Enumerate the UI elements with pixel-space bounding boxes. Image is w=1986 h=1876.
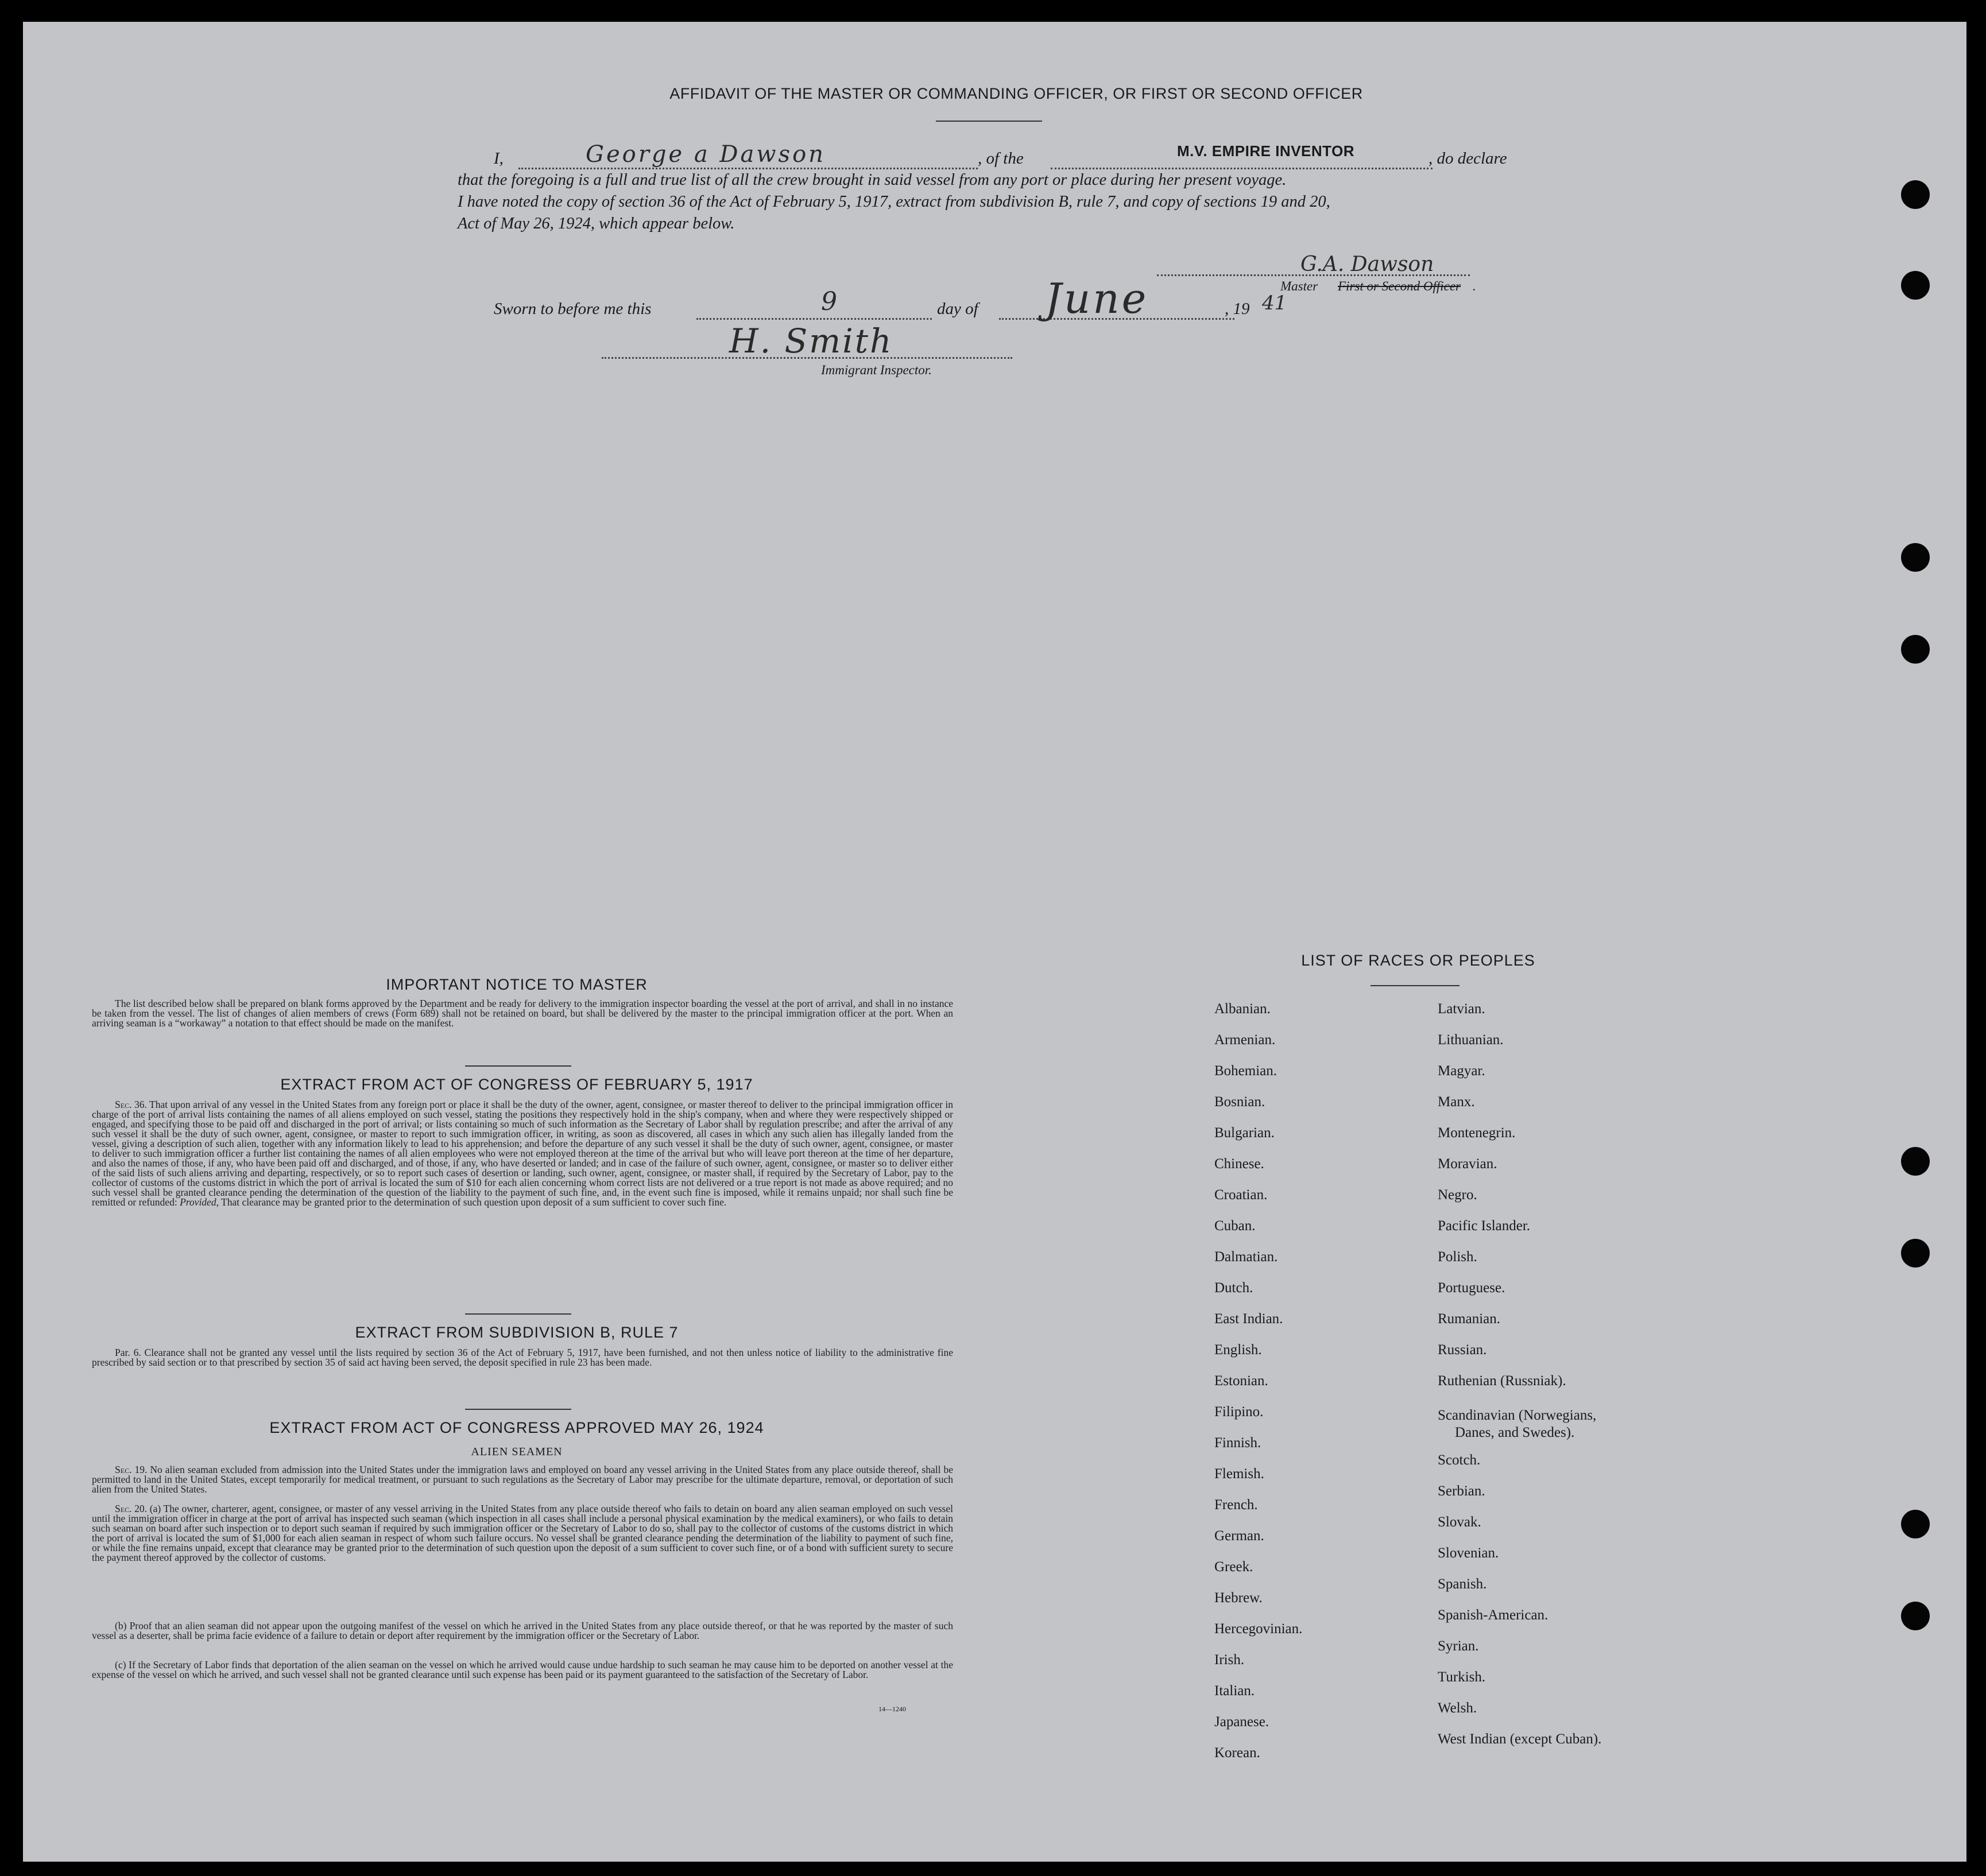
race-item: Scandinavian (Norwegians, [1438, 1408, 1597, 1423]
do-declare-label: , do declare [1428, 149, 1507, 168]
document-page [23, 22, 1966, 1862]
title-rule [936, 121, 1042, 122]
race-item: Russian. [1438, 1342, 1487, 1358]
punch-hole [1901, 180, 1930, 209]
race-item: Finnish. [1214, 1435, 1261, 1451]
race-item: Ruthenian (Russniak). [1438, 1373, 1566, 1389]
races-title-rule [1371, 985, 1460, 986]
divider-rule [465, 1409, 571, 1410]
race-item: Croatian. [1214, 1187, 1268, 1203]
section-20c-body: (c) If the Secretary of Labor finds that deportation of the alien seaman on the vessel on which he arrived would cause undue hardship to such seaman he may cause him to be deported on another vessel at the expense of the vessel on which he arrived, and such vessel shall not be granted clearance until such expense has been paid or its payment guaranteed to the satisfaction of the Secretary of Labor. [92, 1659, 953, 1680]
race-item: Serbian. [1438, 1483, 1485, 1499]
race-item: Dalmatian. [1214, 1249, 1278, 1265]
race-item: Rumanian. [1438, 1311, 1501, 1327]
punch-hole [1901, 543, 1930, 572]
notice-body: The list described below shall be prepared on blank forms approved by the Department and be ready for delivery to the immigration inspector boarding the vessel at the port of arrival, and shall in no instance be taken from the vessel. The list of changes of alien members of crews (Form 689) shall not be retained on board, but shall be delivered by the master to the principal immigration officer at the port. When an arriving seaman is a “workaway” a notation to that effect should be made on the manifest. [92, 998, 953, 1029]
race-item: Welsh. [1438, 1700, 1477, 1716]
race-item: Moravian. [1438, 1156, 1497, 1172]
section-36-tail: That clearance may be granted prior to the determination of such question upon deposit of a sum sufficient to cover such fine. [221, 1196, 727, 1208]
race-item: Italian. [1214, 1683, 1255, 1699]
section-19-body [92, 1465, 953, 1494]
punch-hole [1901, 1147, 1930, 1176]
year-prefix: , 19 [1225, 300, 1250, 318]
race-item: Albanian. [1214, 1001, 1271, 1017]
race-item: Scotch. [1438, 1452, 1481, 1468]
race-item: Pacific Islander. [1438, 1218, 1531, 1234]
divider-rule [465, 1065, 571, 1067]
of-the-label: , of the [978, 149, 1024, 168]
race-item: Montenegrin. [1438, 1125, 1516, 1141]
race-item: Slovenian. [1438, 1545, 1499, 1561]
race-item: Bohemian. [1214, 1063, 1277, 1079]
race-item: Portuguese. [1438, 1280, 1505, 1296]
race-item: Polish. [1438, 1249, 1477, 1265]
sworn-day-line [696, 318, 932, 320]
officer-name-handwriting: George a Dawson [586, 141, 826, 168]
vessel-name-line [1051, 168, 1433, 169]
race-item: Greek. [1214, 1559, 1253, 1575]
sworn-label: Sworn to before me this [494, 300, 652, 318]
affidavit-line-3: I have noted the copy of section 36 of the Act of February 5, 1917, extract from subdivision B, rule 7, and copy of sections 19 and 20, [458, 193, 1330, 211]
vessel-name: M.V. EMPIRE INVENTOR [1177, 142, 1355, 160]
race-item: Lithuanian. [1438, 1032, 1504, 1048]
race-item: Korean. [1214, 1745, 1260, 1761]
affidavit-i-label: I, [494, 149, 504, 168]
race-item: Bulgarian. [1214, 1125, 1275, 1141]
punch-hole [1901, 1602, 1930, 1630]
race-item: Cuban. [1214, 1218, 1256, 1234]
race-item: Hercegovinian. [1214, 1621, 1303, 1637]
section-36-label: Sec. 36. [115, 1099, 147, 1110]
section-20a-text: (a) The owner, charterer, agent, consignee, or master of any vessel arriving in the United States from any place outside thereof who fails to detain on board any alien seaman employed on such vessel until the immigration officer in charge at the port of arrival has inspected such seaman (which inspection in all cases shall include a personal physical examination by the medical examiners), or who fails to detain such seaman on board after such inspection or to deport such seaman if required by such immigration officer or the Secretary of Labor to do so, shall pay to the collector of customs of the customs district in which the port of arrival is located the sum of $1,000 for each alien seaman in respect of whom such failure occurs. No vessel shall be granted clearance pending the determination of the liability to payment of such fine, or while the fine remains unpaid, except that clearance may be granted prior to the determination of such question upon the deposit of a sum sufficient to cover such fine, or of a bond with sufficient surety to secure the payment thereof approved by the collector of customs. [92, 1503, 953, 1563]
race-item: Irish. [1214, 1652, 1245, 1668]
race-item: Turkish. [1438, 1669, 1486, 1685]
section-20-label: Sec. 20. [115, 1503, 148, 1514]
section-36-text: That upon arrival of any vessel in the United States from any foreign port or place it shall be the duty of the owner, agent, consignee, or master thereof to deliver to the principal immigration officer in charge of the port of arrival lists containing the names of all aliens employed on such vessel, stating the positions they respectively hold in the ship's company, when and where they were respectively shipped or engaged, and specifying those to be paid off and discharged in the port of arrival; or lists containing so much of such information as the Secretary of Labor shall by regulation prescribe; and after the arrival of any such vessel it shall be the duty of such owner, agent, consignee, or master to report to such immigration officer, in writing, as soon as discovered, all cases in which any such alien has illegally landed from the vessel, giving a description of such alien, together with any information likely to lead to his apprehension; and before the departure of any such vessel it shall be the duty of such owner, agent, consignee, or master to deliver to such immigration officer a further list containing the names of all alien employees who were not employed thereon at the time of the arrival but who will leave port thereon at the time of her departure, and also the names of those, if any, who have been paid off and discharged, and of those, if any, who have deserted or landed; and in case of the failure of such owner, agent, consignee, or master so to deliver either of the said lists of such aliens arriving and departing, respectively, or so to report such cases of desertion or landing, such owner, agent, consignee, or master shall, if required by the Secretary of Labor, pay to the collector of customs of the customs district in which the port of arrival is located the sum of $10 for each alien concerning whom correct lists are not delivered or a true report is not made as above required; and no such vessel shall be granted clearance pending the determination of the question of the liability to the payment of such fine, and, in the event such fine is imposed, while it remains unpaid; nor shall such fine be remitted or refunded: [92, 1099, 953, 1208]
extract-1917-body [92, 1100, 953, 1207]
affidavit-line-2: that the foregoing is a full and true list of all the crew brought in said vessel from any port or place during her present voyage. [458, 171, 1287, 189]
race-item: Syrian. [1438, 1638, 1479, 1654]
section-19-text: No alien seaman excluded from admission into the United States under the immigration laws and employed on board any vessel arriving in the United States from any place outside thereof, shall be permitted to land in the United States, except temporarily for medical treatment, or pursuant to such regulations as the Secretary of Labor may prescribe for the ultimate departure, removal, or deportation of such alien from the United States. [92, 1464, 954, 1495]
sworn-month: June [1045, 274, 1149, 323]
alien-seamen-subtitle: ALIEN SEAMEN [471, 1445, 563, 1458]
race-item: Magyar. [1438, 1063, 1485, 1079]
race-item: West Indian (except Cuban). [1438, 1731, 1602, 1747]
divider-rule [465, 1313, 571, 1315]
punch-hole [1901, 1239, 1930, 1268]
affidavit-line-4: Act of May 26, 1924, which appear below. [458, 215, 735, 232]
race-item: Chinese. [1214, 1156, 1264, 1172]
punch-hole [1901, 1510, 1930, 1538]
race-item: Armenian. [1214, 1032, 1276, 1048]
punch-hole [1901, 271, 1930, 300]
provided-word: Provided, [180, 1196, 219, 1208]
day-of-label: day of [937, 300, 978, 318]
struck-officer-label: First or Second Officer [1338, 279, 1461, 293]
race-item: Estonian. [1214, 1373, 1268, 1389]
section-20b-body: (b) Proof that an alien seaman did not appear upon the outgoing manifest of the vessel on which he arrived in the United States from any place outside thereof, or that he was reported by the master of such vessel as a deserter, shall be prima facie evidence of a failure to detain or deport after requirement by the immigration officer or the Secretary of Labor. [92, 1620, 953, 1641]
master-label: Master [1280, 279, 1318, 293]
race-item: Manx. [1438, 1094, 1475, 1110]
race-item: Flemish. [1214, 1466, 1264, 1482]
race-item: Bosnian. [1214, 1094, 1265, 1110]
race-item: Negro. [1438, 1187, 1477, 1203]
race-item: Hebrew. [1214, 1590, 1263, 1606]
extract-1917-title: EXTRACT FROM ACT OF CONGRESS OF FEBRUARY 5, 1917 [280, 1076, 753, 1093]
sworn-day: 9 [821, 287, 837, 316]
section-20a-body [92, 1504, 953, 1563]
race-item: Danes, and Swedes). [1455, 1425, 1575, 1440]
rule7-body: Par. 6. Clearance shall not be granted any vessel until the lists required by section 36 of the Act of February 5, 1917, have been furnished, and not then unless notice of liability to the administrative fine prescribed by said section or to that prescribed by section 35 of said act having been served, the deposit specified in rule 23 has been made. [92, 1347, 953, 1368]
form-number: 14—1240 [878, 1705, 906, 1713]
race-item: English. [1214, 1342, 1262, 1358]
section-19-label: Sec. 19. [115, 1464, 148, 1475]
year-suffix: 41 [1262, 292, 1287, 315]
race-item: Latvian. [1438, 1001, 1485, 1017]
race-item: Filipino. [1214, 1404, 1264, 1420]
race-item: German. [1214, 1528, 1264, 1544]
officer-name-line [518, 168, 978, 169]
race-item: Spanish-American. [1438, 1607, 1548, 1623]
race-item: French. [1214, 1497, 1258, 1513]
race-item: Dutch. [1214, 1280, 1253, 1296]
inspector-label: Immigrant Inspector. [821, 363, 932, 377]
races-title: LIST OF RACES OR PEOPLES [1301, 952, 1535, 969]
struck-officer-period: . [1473, 279, 1476, 293]
race-item: East Indian. [1214, 1311, 1283, 1327]
notice-title: IMPORTANT NOTICE TO MASTER [386, 976, 648, 993]
punch-hole [1901, 635, 1930, 664]
affidavit-title: AFFIDAVIT OF THE MASTER OR COMMANDING OFFICER, OR FIRST OR SECOND OFFICER [669, 85, 1363, 102]
race-item: Spanish. [1438, 1576, 1487, 1592]
race-item: Slovak. [1438, 1514, 1481, 1530]
inspector-signature: H. Smith [729, 321, 893, 361]
extract-1924-title: EXTRACT FROM ACT OF CONGRESS APPROVED MAY 26, 1924 [269, 1419, 764, 1436]
race-item: Japanese. [1214, 1714, 1269, 1730]
master-signature: G.A. Dawson [1300, 253, 1434, 276]
rule7-title: EXTRACT FROM SUBDIVISION B, RULE 7 [355, 1324, 679, 1341]
